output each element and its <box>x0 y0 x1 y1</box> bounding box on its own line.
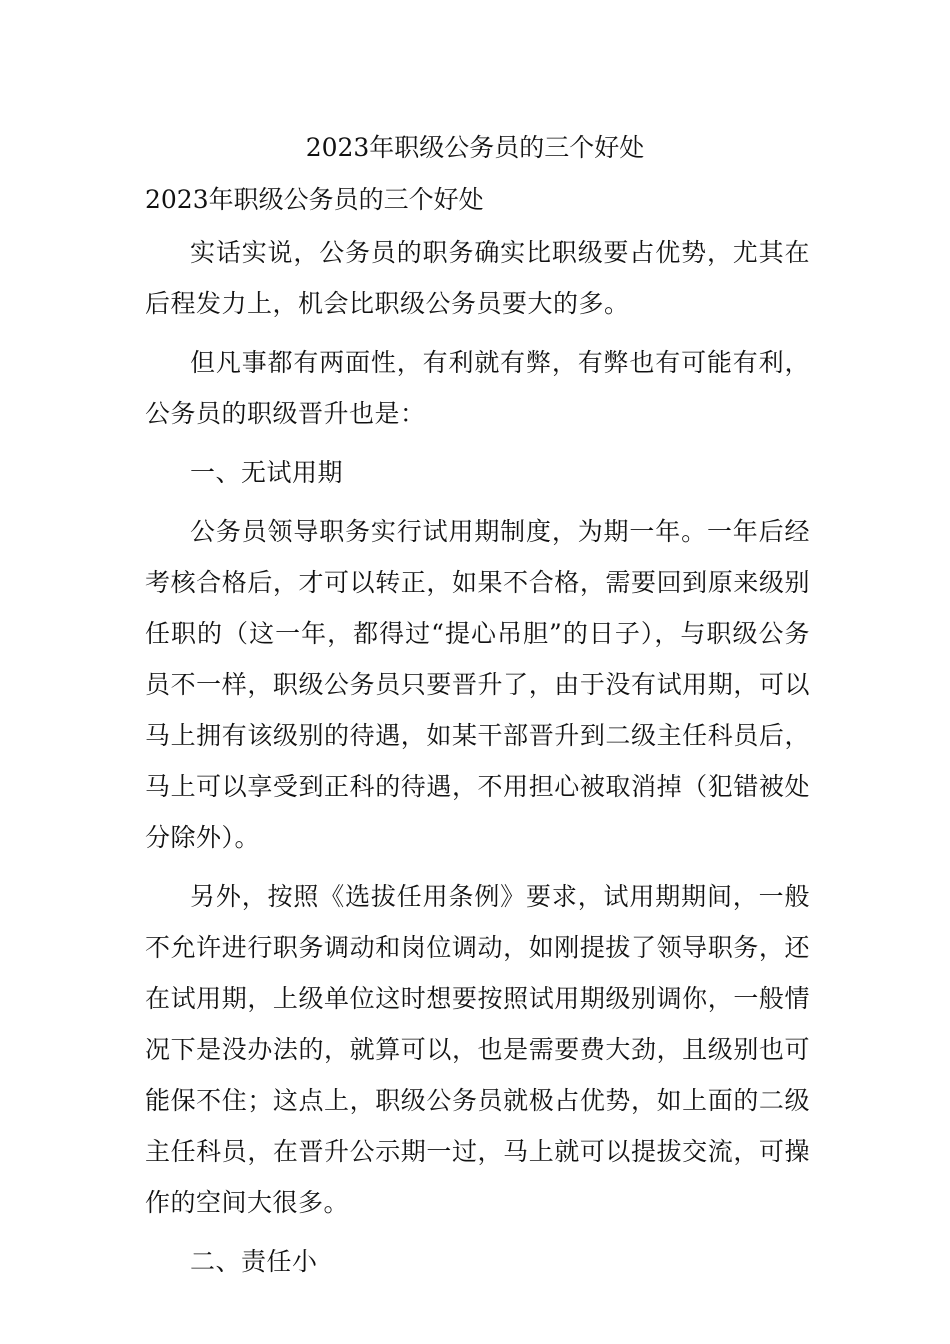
document-body <box>145 227 810 1287</box>
paragraph-intro: 实话实说，公务员的职务确实比职级要占优势，尤其在后程发力上，机会比职级公务员要大的多。 <box>145 238 810 318</box>
section-heading-less-responsibility: 二、责任小 <box>190 1247 318 1276</box>
section-heading-no-probation: 一、无试用期 <box>190 458 344 487</box>
document-title: 2023年职级公务员的三个好处 <box>305 133 645 162</box>
paragraph-probation-system: 公务员领导职务实行试用期制度，为期一年。一年后经考核合格后，才可以转正，如果不合格，需要回到原来级别任职的（这一年，都得过“提心吊胆”的日子），与职级公务员不一样，职级公务员只要晋升了，由于没有试用期，可以马上拥有该级别的待遇，如某干部晋升到二级主任科员后，马上可以享受到正科的待遇，不用担心被取消掉（犯错被处分除外）。 <box>145 517 810 852</box>
document-subtitle: 2023年职级公务员的三个好处 <box>145 185 484 214</box>
paragraph-two-sides: 但凡事都有两面性，有利就有弊，有弊也有可能有利，公务员的职级晋升也是： <box>145 348 810 428</box>
paragraph-selection-regulations: 另外，按照《选拔任用条例》要求，试用期期间，一般不允许进行职务调动和岗位调动，如刚提拔了领导职务，还在试用期，上级单位这时想要按照试用期级别调你，一般情况下是没办法的，就算可以，也是需要费大劲，且级别也可能保不住；这点上，职级公务员就极占优势，如上面的二级主任科员，在晋升公示期一过，马上就可以提拔交流，可操作的空间大很多。 <box>145 882 810 1217</box>
